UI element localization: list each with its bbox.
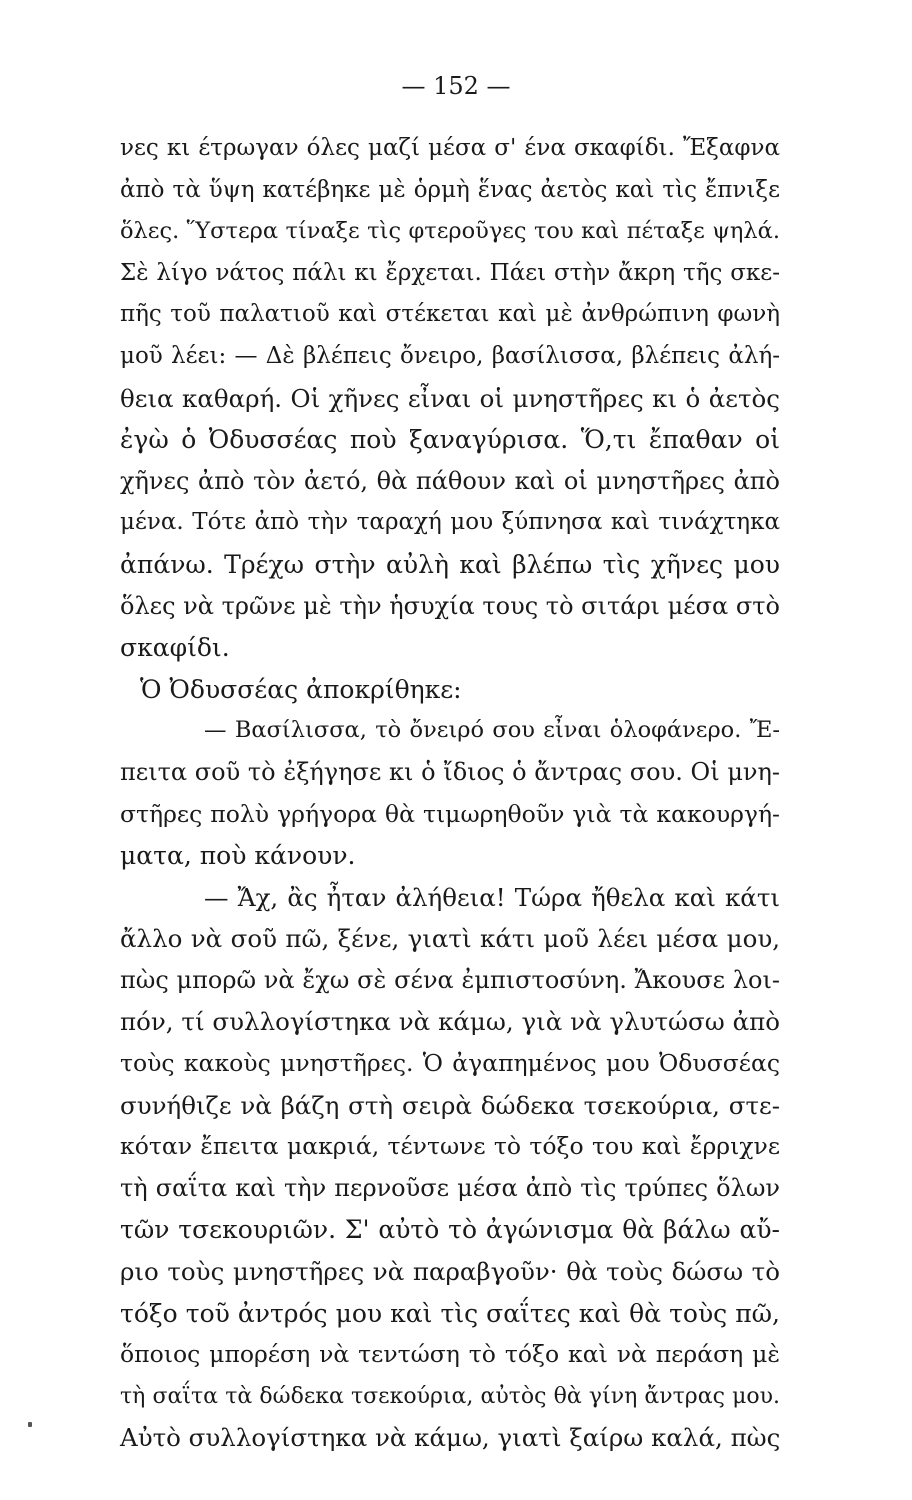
text-line: τὴ σαΐτα τὰ δώδεκα τσεκούρια, αὐτὸς θὰ γίνη ἄντρας μου. [120,1383,780,1409]
text-line: ὅλες. Ὕστερα τίναξε τὶς φτεροῦγες του καὶ πέταξε ψηλά. [120,218,780,245]
text-line: ἀπὸ τὰ ὕψη κατέβηκε μὲ ὁρμὴ ἕνας ἀετὸς καὶ τὶς ἔπνιξε [120,176,780,203]
text-line: ἐγὼ ὁ Ὀδυσσέας ποὺ ξαναγύρισα. Ὅ,τι ἔπαθαν οἱ [120,425,780,455]
text-line: ματα, ποὺ κάνουν. [120,841,356,871]
text-line: Σὲ λίγο νάτος πάλι κι ἔρχεται. Πάει στὴν ἄκρη τῆς σκε- [120,259,780,286]
text-line: χῆνες ἀπὸ τὸν ἀετό, θὰ πάθουν καὶ οἱ μνηστῆρες ἀπὸ [120,466,780,495]
text-line: μένα. Τότε ἀπὸ τὴν ταραχή μου ξύπνησα καὶ τινάχτηκα [120,509,780,536]
text-line: νες κι έτρωγαν όλες μαζί μέσα σ' ένα σκαφίδι. Ἔξαφνα [120,135,780,161]
text-line: — Ἄχ, ἂς ἦταν ἀλήθεια! Τώρα ἤθελα καὶ κάτι [204,882,780,912]
text-line: κόταν ἔπειτα μακριά, τέντωνε τὸ τόξο του καὶ ἔρριχνε [120,1132,780,1161]
page-number: — 152 — [401,72,511,100]
text-line: ἀπάνω. Τρέχω στὴν αὐλὴ καὶ βλέπω τὶς χῆνες μου [120,549,780,579]
text-line: πόν, τί συλλογίστηκα νὰ κάμω, γιὰ νὰ γλυτώσω ἀπὸ [120,1007,780,1037]
text-line: ὅλες νὰ τρῶνε μὲ τὴν ἡσυχία τους τὸ σιτάρι μέσα στὸ [120,591,780,620]
text-line: πῆς τοῦ παλατιοῦ καὶ στέκεται καὶ μὲ ἀνθρώπινη φωνὴ [120,301,780,328]
text-line: θεια καθαρή. Οἱ χῆνες εἶναι οἱ μνηστῆρες κι ὁ ἀετὸς [120,383,780,413]
text-line: ὅποιος μπορέση νὰ τεντώση τὸ τόξο καὶ νὰ περάση μὲ [120,1340,780,1369]
margin-speck [28,1422,32,1427]
text-line: — Βασίλισσα, τὸ ὄνειρό σου εἶναι ὁλοφάνερο. Ἔ- [204,717,780,744]
text-line: ἄλλο νὰ σοῦ πῶ, ξένε, γιατὶ κάτι μοῦ λέει μέσα μου, [120,924,780,954]
text-line: πειτα σοῦ τὸ ἐξήγησε κι ὁ ἴδιος ὁ ἄντρας σου. Οἱ μνη- [120,757,780,786]
text-line: τὴ σαΐτα καὶ τὴν περνοῦσε μέσα ἀπὸ τὶς τρύπες ὅλων [120,1173,780,1202]
text-line: πὼς μπορῶ νὰ ἔχω σὲ σένα ἐμπιστοσύνη. Ἄκουσε λοι- [120,965,780,994]
text-line: τοὺς κακοὺς μνηστῆρες. Ὁ ἀγαπημένος μου Ὀδυσσέας [120,1049,780,1078]
text-line: Αὐτὸ συλλογίστηκα νὰ κάμω, γιατὶ ξαίρω καλά, πὼς [120,1423,781,1453]
text-line: τόξο τοῦ ἀντρός μου καὶ τὶς σαΐτες καὶ θὰ τοὺς πῶ, [120,1298,780,1328]
text-line: Ὁ Ὀδυσσέας ἀποκρίθηκε: [140,674,462,704]
text-line: ριο τοὺς μνηστῆρες νὰ παραβγοῦν· θὰ τοὺς δώσω τὸ [120,1257,780,1287]
text-line: στῆρες πολὺ γρήγορα θὰ τιμωρηθοῦν γιὰ τὰ κακουργή- [120,799,780,828]
body-text [120,128,780,1459]
text-line: σκαφίδι. [120,633,230,663]
text-line: μοῦ λέει: — Δὲ βλέπεις ὄνειρο, βασίλισσα, βλέπεις ἀλή- [120,342,780,369]
text-line: τῶν τσεκουριῶν. Σ' αὐτὸ τὸ ἀγώνισμα θὰ βάλω αὔ- [120,1215,780,1245]
text-line: συνήθιζε νὰ βάζη στὴ σειρὰ δώδεκα τσεκούρια, στε- [120,1090,780,1120]
